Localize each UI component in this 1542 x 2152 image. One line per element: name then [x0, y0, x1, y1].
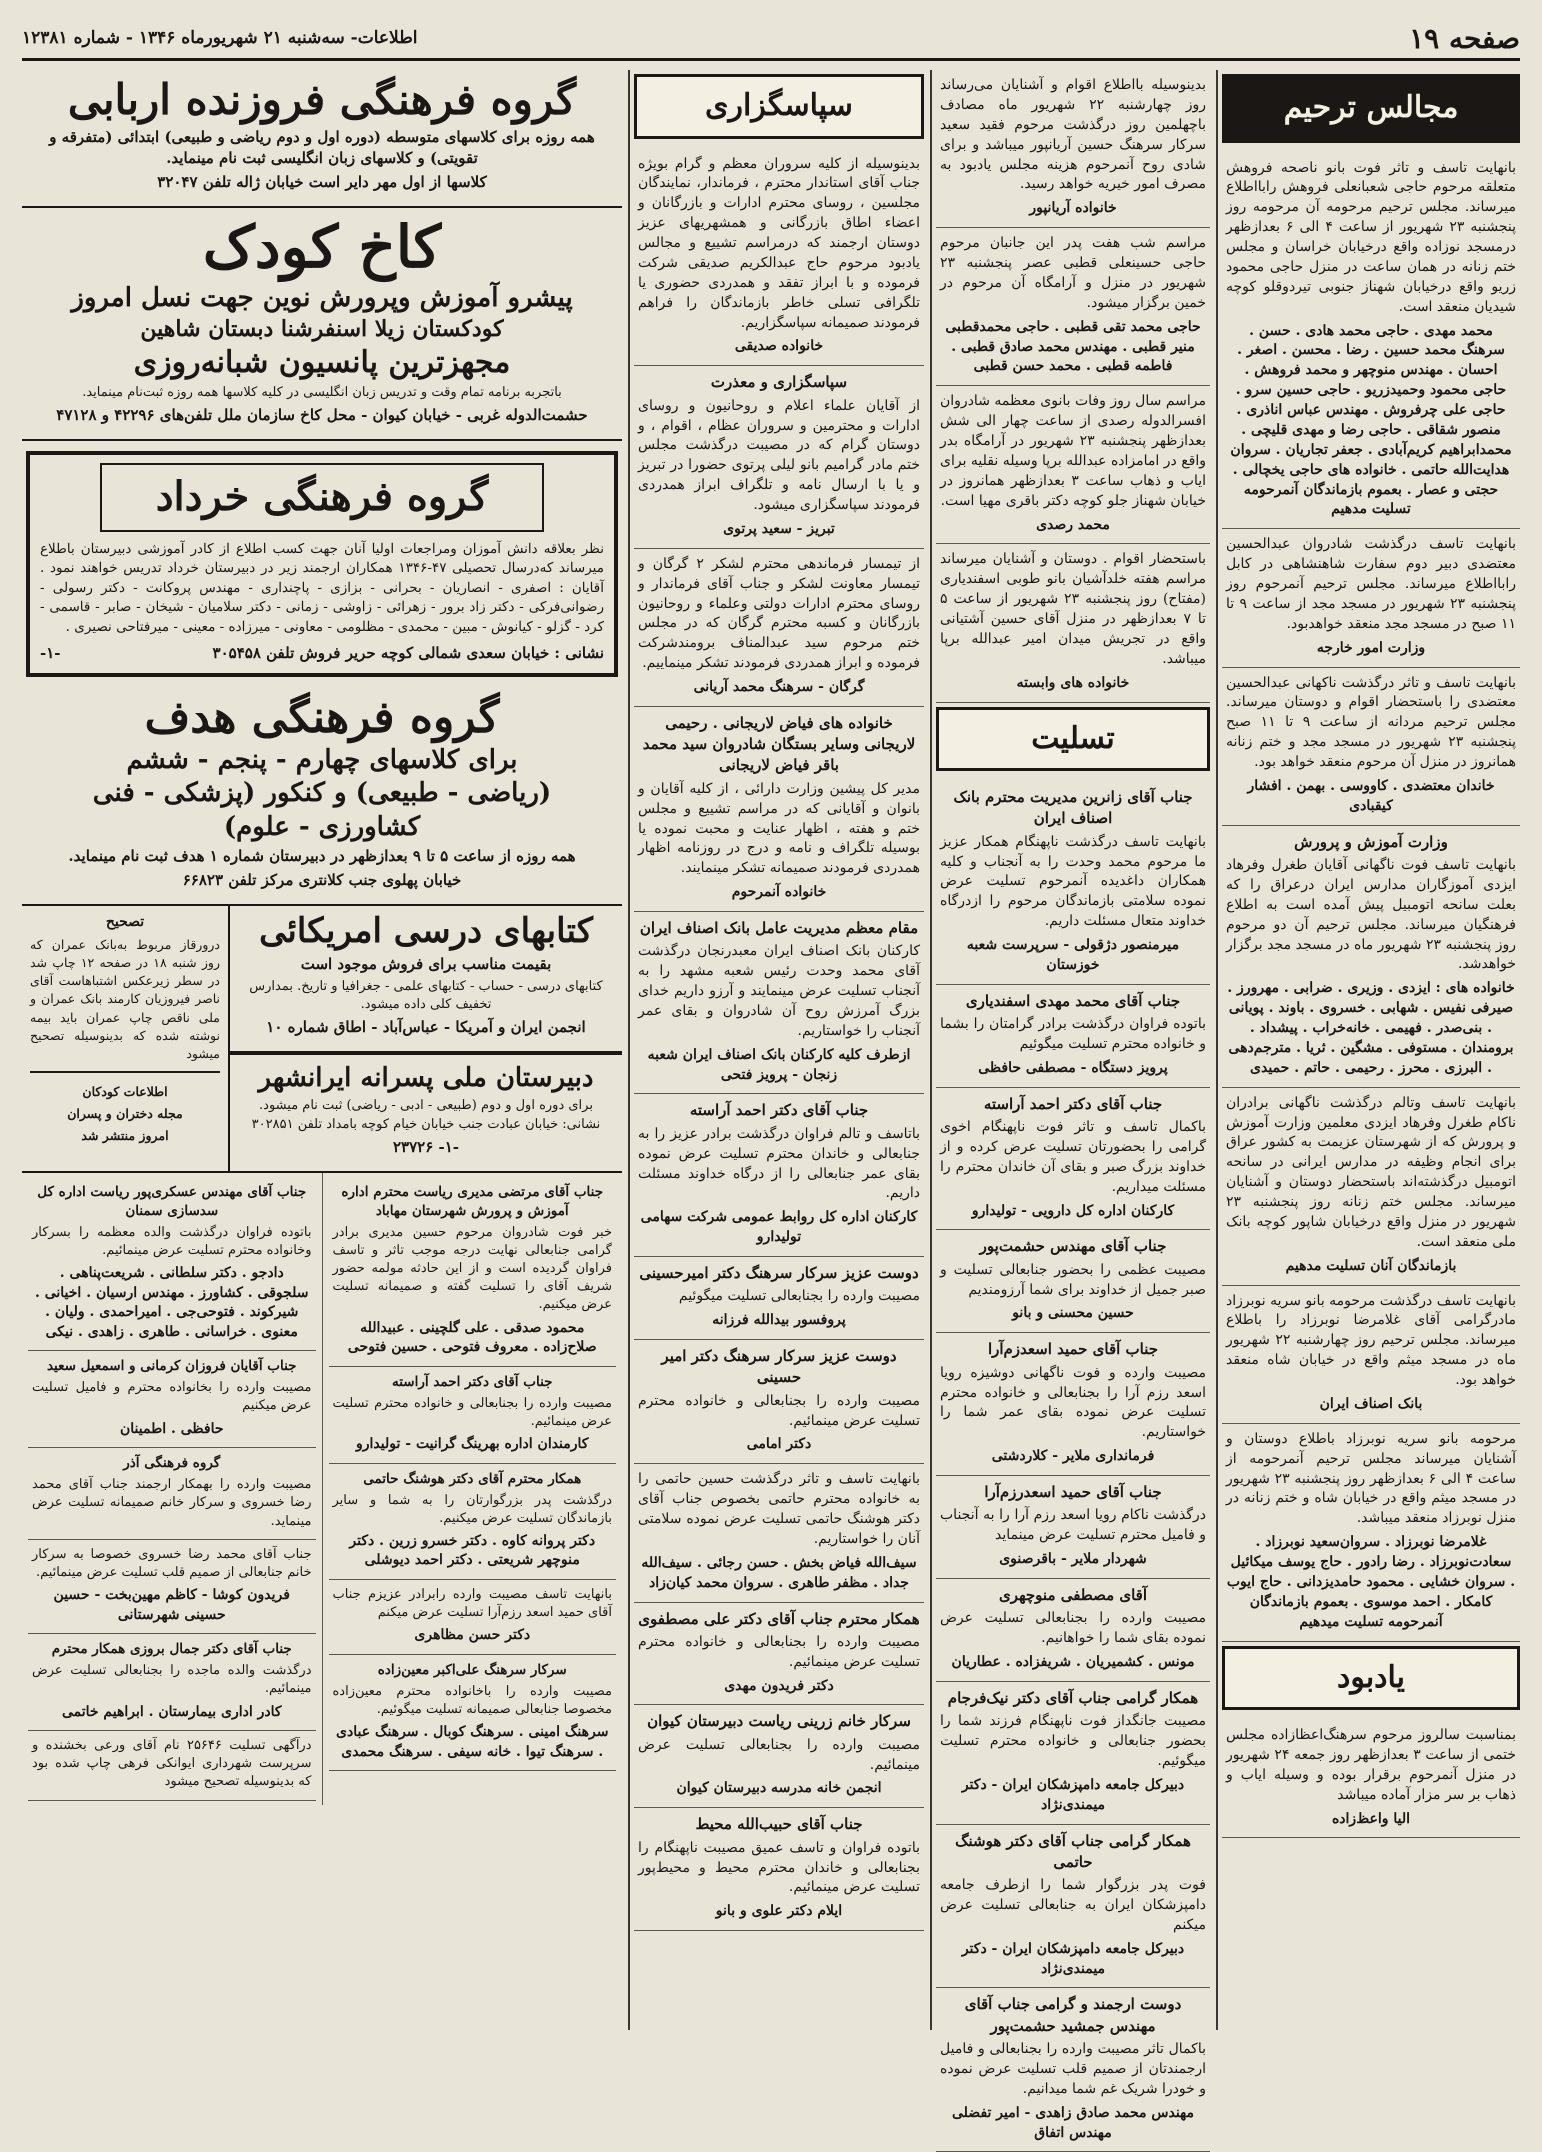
notice-signature: خانواده های وابسته — [1016, 674, 1130, 691]
notice-body: خبر فوت شادروان مرحوم حسین مدیری برادر گرامی جنابعالی نهایت درجه موجب تاثر و تاسف فراوان گردیده است و از این حادثه مولمه حضور شریف آقای را تسلیت گفته و صمیمانه تسلیت عرض میکنیم. — [332, 1224, 612, 1313]
notice-title: خانواده های فیاض لاریجانی . رحیمی لاریجانی وسایر بستگان شادروان سید محمد باقر فیاض لاریجانی — [642, 713, 916, 775]
notice — [329, 1177, 617, 1367]
notice — [634, 707, 924, 912]
ad-schools: کودکستان زیلا اسنفرشنا دبستان شاهین — [140, 316, 504, 343]
notice — [634, 1603, 924, 1706]
notice-title: سرکار خانم زرینی ریاست دبیرستان کیوان — [647, 1712, 911, 1731]
ad-line: خیابان پهلوی جنب کلانتری مرکز تلفن ۶۶۸۲۳ — [182, 870, 462, 889]
notice-signature: محمود صدقی . علی گلچینی . عبیدالله صلاح‌زاده . معروف فتوحی . حسین فتوحی — [347, 1319, 597, 1356]
notice — [634, 1094, 924, 1257]
notice-signature: غلامرضا نوبرزاد . سروان‌سعید نوبرزاد . سعادت‌نوبرزاد . رضا رادور . حاج یوسف میکائیل . سروان خشایی . محمود حامدیزدانی . حاج ایوب کامکار . احمد موسوی . بعموم بازماندگان آنمرحومه تسلیت میدهیم — [1226, 1534, 1516, 1630]
column-sepasgozari — [634, 70, 924, 2030]
ad-title: کاخ کودک — [202, 213, 442, 282]
notice-body: باتوده فراوان درگذشت والده معظمه را بسرکار وخانواده محترم تسلیت عرض مینمائیم. — [32, 1224, 312, 1258]
notice — [28, 1177, 316, 1352]
notice — [936, 1579, 1210, 1682]
notice-title: وزارت آموزش و پرورش — [1294, 832, 1448, 851]
notice-body: مصیبت وارده را بجنابعالی تسلیت عرض نموده بقای شما را خواهانیم. — [940, 1610, 1206, 1647]
notice — [936, 1476, 1210, 1579]
notice — [936, 228, 1210, 386]
notice-body: مصیبت وارده را بجنابعالی و خانواده محترم تسلیت عرض مینمائیم. — [332, 1395, 612, 1429]
notice-signature: فریدون کوشا - کاظم مهین‌بخت - حسین حسینی شهرستانی — [53, 1587, 290, 1623]
magazine-ad — [30, 1071, 220, 1145]
notice-signature: دبیرکل جامعه دامپزشکان ایران - دکتر میمندی‌نژاد — [961, 1940, 1185, 1977]
notice — [936, 781, 1210, 985]
column-divider — [1216, 70, 1218, 2030]
notice — [28, 1634, 316, 1731]
ad-iranshahr — [230, 1053, 622, 1171]
column-middle-1 — [936, 70, 1210, 2141]
notice-signature: حاجی محمد تقی قطبی . حاجی محمدقطبی منیر قطبی . مهندس محمد صادق قطبی . فاطمه قطبی . محمد حسن قطبی — [945, 318, 1201, 375]
notice-body: بمناسبت سالروز مرحوم سرهنگ‌اعظازاده مجلس ختمی از ساعت ۳ بعدازظهر روز جمعه ۲۴ شهریور در منزل آنمرحوم برقرار بوده و وسیله ایاب و ذهاب بر سر مزار آماده میباشد — [1226, 1727, 1516, 1803]
notice-body: بانهایت تاسف فوت ناگهانی آقایان طغرل وفرهاد ایزدی آموزگاران مدارس ایران درعراق را که بعلت سانحه اتومبیل پیش آمده است به اطلاع فرهنگیان میرساند. مجلس ترحیم آن دو مرحوم روز پنجشنبه ۲۳ شهریور ماه در مسجد مجد برگزار خواهدشد. — [1226, 857, 1516, 973]
notice-signature: انجمن خانه مدرسه دبیرستان کیوان — [676, 1780, 882, 1797]
notice — [936, 1333, 1210, 1476]
section-banner-sepas: سپاسگزاری — [634, 74, 924, 139]
column-divider — [628, 70, 630, 2030]
notice — [936, 1682, 1210, 1825]
notice — [634, 912, 924, 1094]
notice-body: مصیبت وارده را بهمکار ارجمند جناب آقای محمد رضا خسروی و سرکار خانم صمیمانه تسلیت عرض مینماید. — [32, 1477, 312, 1529]
notice-signature: کارکنان اداره کل دارویی - تولیدارو — [971, 1202, 1175, 1219]
notice-body: بانهایت تاسف وتالم درگذشت ناگهانی برادران ناکام طغرل وفرهاد ایزدی معلمین وزارت آموزش و پرورش که از شهرستان عزیمت به کشور عراق برای انجام وظیفه در مدارس ایرانی در سانحه اتومبیل درگذشته‌اند باستحضار دوستان و آشنایان میرساند. مجلس ختم زنانه روز پنجشنبه ۲۳ شهریور در منزل واقع درخیابان شاپور کوچه بانک ملی منعقد است. — [1226, 1094, 1516, 1250]
ad-title: گروه فرهنگی خرداد — [100, 463, 544, 532]
notice-signature: خاندان معتضدی . کاووسی . بهمن . افشار کیقبادی — [1247, 777, 1495, 814]
ad-line: حشمت‌الدوله غربی - خیابان کیوان - محل کاخ سازمان ملل تلفن‌های ۴۲۲۹۶ و ۴۷۱۲۸ — [56, 405, 588, 424]
notice-title: جناب آقای حمید اسعدزم‌آرا — [987, 1340, 1159, 1359]
notice-signature: محمد مهدی . حاجی محمد هادی . حسن . سرهنگ محمد حسین . رضا . محسن . اصغر . احسان . مهندس منوچهر و محمد فروهش . حاجی محمود وحمیدزریو . حاجی حسین سرو . حاجی علی چرفروش . مهندس عباس اناذری . منصور شقاقی . حاجی رضا و مهدی قلیچی . محمدابراهیم کریم‌آبادی . جعفر تجاریان . سروان هدایت‌الله حاتمی . خانواده های حاجی یخچالی . حجتی و عصار . بعموم بازماندگان آنمرحومه تسلیت مدهیم — [1230, 322, 1512, 518]
notice-signature: خانواده های : ایزدی . وزیری . ضرابی . مهرورز . صیرفی نفیس . شهابی . خسروی . باوند . پویانی . بنی‌صدر . فهیمی . خانه‌خراب . پیشداد . برومندان . مستوفی . مشگین . ثریا . مترجم‌دهی . البرزی . محرز . رحیمی . حاتم . حمیدی — [1227, 980, 1515, 1076]
notice-body: جناب آقای محمد رضا خسروی خصوصا به سرکار خانم جنابعالی از صمیم قلب تسلیت عرض مینمائیم. — [32, 1546, 312, 1580]
notice-signature: میرمنصور دژقولی - سرپرست شعبه خوزستان — [966, 937, 1180, 973]
ad-forouzandeh — [22, 70, 622, 208]
notice-signature: شهردار ملایر - باقرصنوی — [999, 1551, 1147, 1568]
magazine-title: اطلاعات کودکان — [82, 1083, 168, 1099]
notice — [936, 1825, 1210, 1989]
ad-line: برای کلاسهای چهارم - پنجم - ششم — [126, 745, 518, 776]
ad-subtitle: پیشرو آموزش وپرورش نوین جهت نسل امروز — [71, 282, 573, 313]
notice-signature: وزارت امور خارجه — [1316, 639, 1426, 656]
notice — [634, 366, 924, 548]
notice-body: فوت پدر بزرگوار شما را ازطرف جامعه دامپزشکان ایران به جنابعالی تسلیت عرض میکنم — [940, 1877, 1206, 1933]
correction-body: درورقاز مربوط به‌بانک عمران که روز شنبه ۱۸ در صفحه ۱۲ چاپ شد در سطر زیرعکس اشتباهاست آقای ناصر فیروزیان کارمند بانک عمران و ملی ناقص چاپ عمران باید بیمه نوشته شده که بدینوسیله تصحیح میشود — [30, 937, 220, 1061]
notice-signature: دبیرکل جامعه دامپزشکان ایران - دکتر میمندی‌نژاد — [961, 1776, 1185, 1813]
column-divider — [930, 70, 932, 2030]
ad-title: کتابهای درسی امریکائی — [259, 910, 593, 951]
notice-signature: کارمندان اداره بهرینگ گرانیت - تولیدارو — [356, 1436, 589, 1453]
ads-row — [22, 906, 622, 1173]
notice — [936, 386, 1210, 544]
notice-body: بدینوسیله از کلیه سروران معظم و گرام بویژه جناب آقای استاندار محترم ، فرماندار، نمایندگان مجلسین ، روسای محترم ادارات و بازرگانان و اعضاء اطاق بازرگانی و همشهریهای عزیز دوستان ارجمند که درمراسم تشییع و مجالس یادبود مرحوم حاج عبدالکریم صدیقی شرکت فرموده و با ابراز تفقد و همدردی حضوری یا تلگرافی تسلی خاطر بازماندگان را فراهم فرمودند صمیمانه سپاسگزاریم. — [638, 155, 920, 331]
notice-title: همکار گرامی جناب آقای دکتر نیک‌فرجام — [947, 1688, 1199, 1707]
notice-body: بانهایت تاسف و تاثر درگذشت حسین حاتمی را به خانواده محترم حاتمی بخصوص جناب آقای دکتر هوشنگ حاتمی تسلیت عرض نموده سلامتی آنان را خواستاریم. — [638, 1471, 920, 1547]
dateline: اطلاعات- سه‌شنبه ۲۱ شهریورماه ۱۳۴۶ - شماره ۱۲۳۸۱ — [22, 28, 418, 48]
ad-headline: مجهزترین پانسیون شبانه‌روزی — [133, 344, 511, 380]
ad-line: انجمن ایران و آمریکا - عباس‌آباد - اطاق شماره ۱۰ — [266, 1018, 586, 1037]
notice-title: آقای مصطفی منوچهری — [998, 1585, 1148, 1604]
ad-line: بقیمت مناسب برای فروش موجود است — [300, 954, 552, 973]
notice-signature: خانواده آنمرحوم — [731, 884, 827, 901]
notice-title: جناب آقای دکتر جمال بروزی همکار محترم — [51, 1641, 292, 1658]
notice — [329, 1464, 617, 1580]
column-tarhim — [1222, 70, 1520, 2030]
notice-signature: مهندس محمد صادق زاهدی - امیر تفضلی مهندس اتفاق — [952, 2104, 1194, 2141]
ad-line: کلاسها از اول مهر دایر است خیابان ژاله تلفن ۳۲۰۴۷ — [157, 173, 487, 192]
notice-signature: سرهنگ امینی . سرهنگ کوبال . سرهنگ عبادی . سرهنگ تیوا . خانه سیفی . سرهنگ محمدی — [336, 1724, 609, 1760]
notice — [28, 1448, 316, 1539]
notice-body: درگذشت والده ماجده را بجنابعالی تسلیت عرض مینمائیم. — [32, 1663, 312, 1697]
notice-body: بانهایت تاسف درگذشت ناپهنگام همکار عزیز ما مرحوم محمد وحدت را به آنجناب و کلیه همکاران داغدیده آنمرحوم تسلیت عرض نموده سلامتی بازماندگان مرحوم را ازدرگاه خداوند متعال مسئلت داریم. — [940, 833, 1206, 930]
notice-signature: خانواده آریانپور — [1029, 200, 1117, 217]
section-banner-yadbud: یادبود — [1222, 1646, 1520, 1711]
notice — [1222, 1424, 1520, 1642]
ad-title: گروه فرهنگی هدف — [144, 691, 500, 743]
notice-body: مصیبت وارده را بجنابعالی و خانواده محترم تسلیت عرض مینمائیم. — [638, 1392, 920, 1429]
notice-signature: ازطرف کلیه کارکنان بانک اصناف ایران شعبه زنجان - پرویز فتحی — [647, 1046, 911, 1083]
notice-body: بدینوسیله بااطلاع اقوام و آشنایان می‌رساند روز چهارشنبه ۲۲ شهریور ماه مصادف باچهلمین روز درگذشت مرحوم فقید سعید سرکار سرهنگ حسین آریانپور میباشد و برای شادی روح آنمرحوم هزینه مجلس یادبود به مصرف امور خیریه خواهد رسید. — [940, 77, 1206, 193]
notice — [329, 1367, 617, 1464]
notice-signature: پرویز دستگاه - مصطفی حافظی — [978, 1059, 1168, 1076]
notice-title: جناب آقای حمید اسعدرزم‌آرا — [984, 1483, 1162, 1501]
condolence-subcolumn — [22, 1173, 322, 1805]
notice-signature: دادجو . دکتر سلطانی . شریعت‌پناهی . سلجوقی . کشاورز . مهندس ارسیان . اخیانی . شیرکوند . فتوحی‌جی . امیراحمدی . ولیان . معنوی . خراسانی . طاهری . زاهدی . نیکی — [34, 1265, 309, 1340]
notice — [634, 1464, 924, 1602]
notice — [1222, 1088, 1520, 1286]
notice-body: مراسم شب هفت پدر این جانبان مرحوم حاجی حسینعلی قطبی عصر پنجشنبه ۲۳ شهریور در منزل و آرامگاه آن مرحوم در خمین برگزار میشود. — [940, 235, 1206, 311]
notice-body: درگذشت ناکام رویا اسعد رزم آرا را به آنجناب و فامیل محترم تسلیت عرض مینماید — [940, 1507, 1206, 1544]
notice-signature: تبریز - سعید پرتوی — [723, 520, 835, 537]
notice — [1222, 668, 1520, 826]
notice — [329, 1655, 617, 1771]
notice-body: بانهایت تاسف و تاثر درگذشت ناکهانی عبدالحسین معتضدی را باستحضار اقوام و دوستان میرساند. مجلس ترحیم مردانه از ساعت ۹ تا ۱۱ صبح پنجشنبه ۲۳ شهریور در مسجد مجد و ختم زنانه همانروز در منزل آن مرحوم منعقد خواهد بود. — [1226, 674, 1516, 771]
notice — [1222, 826, 1520, 1088]
notice-title: همکار محترم آقای دکتر هوشنگ حاتمی — [363, 1470, 582, 1487]
notice — [1222, 153, 1520, 530]
notice-title: مقام معظم مدیریت عامل بانک اصناف ایران — [639, 919, 919, 938]
notice-title: دوست ارجمند و گرامی جناب آقای مهندس جمشید حشمت‌پور — [964, 1995, 1182, 2035]
notice-title: جناب آقای حبیب‌الله محیط — [695, 1815, 863, 1834]
ad-title: دبیرستان ملی پسرانه ایرانشهر — [258, 1063, 594, 1094]
notice-body: درآگهی تسلیت ۲۵۶۴۶ نام آقای ورعی بخشنده و سرپرست شهرداری ایوانکی فرهی چاپ شده بود که بدینوسیله تصحیح میشود — [32, 1738, 312, 1790]
notice — [634, 1257, 924, 1340]
notice-title: دوست عزیز سرکار سرهنگ دکتر امیرحسینی — [639, 1264, 919, 1282]
page-number: صفحه ۱۹ — [1409, 21, 1520, 55]
notice — [329, 1580, 617, 1655]
notice-body: باستحضار اقوام . دوستان و آشنایان میرساند مراسم هفته خلدآشیان بانو طوبی اسفندیاری (مفتاح) روز پنجشنبه ۲۳ شهریور از ساعت ۵ تا ۷ بعدازظهر در منزل آقای حسین آشتیانی واقع در تجریش میدان امیر عبدالله برپا میباشد. — [940, 551, 1206, 667]
ad-line: (ریاضی - طبیعی) و کنکور (پزشکی - فنی — [92, 778, 552, 809]
notice-title: سپاسگزاری و معذرت — [710, 373, 848, 392]
notice-body: مدیر کل پیشین وزارت دارائی ، از کلیه آقایان و بانوان و آقایانی که در مراسم تشییع و مجلس ختم و هفته ، اظهار عنایت و محبت نموده یا بوسیله تلگراف و نامه و درج در روزنامه اظهار همدردی فرمودند صمیمانه تشکر مینمایند. — [638, 780, 920, 877]
notice-title: جناب آقای دکتر احمد آراسته — [689, 1101, 869, 1120]
notice — [1222, 1286, 1520, 1424]
notice — [634, 1705, 924, 1808]
notice-signature: خانواده صدیقی — [734, 338, 824, 355]
notice-title: گروه فرهنگی آذر — [123, 1455, 221, 1472]
notice-body: مصیبت عظمی را بحضور جنابعالی تسلیت و صبر جمیل از خداوند برای شما آرزومندیم — [940, 1261, 1206, 1298]
notice-body: بانهایت تاسف و تاثر فوت بانو ناصحه فروهش متعلقه مرحوم حاجی شعبانعلی فروهش رابااطلاع میرساند. مجلس ترحیم مرحومه آن مرحومه روز پنجشنبه ۲۳ شهریور از ساعت ۴ الی ۶ بعدازظهر درمسجد نوزاده واقع درخیابان خراسان و مجلس ختم زنانه در همان ساعت در منزل حاجی محمود زریو واقع درخیابان شهناز جنوبی تیردوقلو کوچه شیدیان منعقد است. — [1226, 159, 1516, 315]
ad-title: گروه فرهنگی فروزنده اربابی — [67, 75, 577, 124]
ad-line: باتجربه برنامه تمام وقت و تدریس زبان انگلیسی در کلیه کلاسها همه روزه ثبت‌نام مینماید. — [82, 384, 562, 400]
notice-body: باتاسف و تالم فراوان درگذشت برادر عزیز را به جنابعالی و خاندان محترم تسلیت عرض نموده بقای عمر جنابعالی را از درگاه خداوند مسئلت داریم. — [638, 1125, 920, 1202]
notice — [936, 1230, 1210, 1333]
notice-body: مصیبت وارده و فوت ناگهانی دوشیزه رویا اسعد رزم آرا را بجنابعالی و خانواده محترم تسلیت عرض نموده بقای عمر شما را خواستاریم. — [940, 1364, 1206, 1441]
notice-body: مصیبت جانگداز فوت ناپهنگام فرزند شما را بحضور جنابعالی و خانواده محترم تسلیت میگوئیم. — [940, 1713, 1206, 1769]
ad-code: -۱- ۲۳۷۲۶ — [392, 1137, 460, 1156]
notice-title: جناب آقای محمد مهدی اسفندیاری — [965, 991, 1181, 1010]
correction-title: تصحیح — [105, 913, 145, 930]
notice-signature: مونس . کشمیریان . شریفزاده . عطاریان — [951, 1653, 1195, 1670]
notice-body: مصیبت وارده را بجنابعالی تسلیت میگوئیم — [678, 1288, 920, 1305]
notice-signature: دکتر فریدون مهدی — [724, 1677, 834, 1694]
notice — [936, 544, 1210, 702]
section-banner-tarhim: مجالس ترحیم — [1222, 74, 1520, 143]
notice-yadbud — [1222, 1720, 1520, 1838]
notice-signature: بازماندگان آنان تسلیت مدهیم — [1285, 1257, 1457, 1274]
magazine-line: مجله دختران و پسران — [67, 1106, 183, 1122]
notice — [936, 1088, 1210, 1231]
notice-signature: محمد رصدی — [1036, 516, 1110, 533]
notice-signature: بانک اصناف ایران — [1319, 1395, 1423, 1412]
ad-body: نظر بعلاقه دانش آموزان ومراجعات اولیا آنان جهت کسب اطلاع از کادر آموزشی دبیرستان باطلاع میرساند که‌درسال تحصیلی ۴۷-۱۳۴۶ همکاران ارجمند زیر در دبیرستان خرداد تدریس خواهند نمود . آقایان : اصفری - انصاریان - بحرانی - بزازی - پاچنداری - مهندس پروکانت - دکتر رسولی - رضوانی‌فرکی - دکتر زاد برور - زهرائی - زاوشی - زمانی - دکتر سلامیان - شیخان - صابر - قاسمی - کرد - گزلو - کیانوش - مبین - محمدی - مظلومی - معاونی - میرزاده - معینی - میرفتاحی نصیری . — [40, 540, 604, 635]
ad-line: کشاورزی - علوم) — [223, 811, 421, 842]
ad-line: همه روزه از ساعت ۵ تا ۹ بعدازظهر در دبیرستان شماره ۱ هدف ثبت نام مینماید. — [68, 846, 576, 865]
ads-condolences — [22, 1173, 622, 1805]
magazine-line: امروز منتشر شد — [81, 1128, 169, 1144]
notice-title: جناب آقای زانرین مدیریت محترم بانک اصناف ایران — [953, 788, 1193, 828]
notice — [936, 985, 1210, 1088]
notice-signature: الیا واعظ‌زاده — [1331, 1810, 1411, 1827]
notice — [936, 70, 1210, 228]
notice-body: مصیبت وارده را بجنابعالی و خانواده محترم تسلیت عرض مینمائیم. — [638, 1633, 920, 1670]
notice — [28, 1351, 316, 1448]
notice-signature: پروفسور بیدالله فرزانه — [712, 1312, 846, 1329]
notice-body: مصیبت وارده را باخانواده محترم معین‌زاده مخصوصا جنابعالی صمیمانه تسلیت میگوئیم. — [332, 1683, 612, 1718]
notice-body: مرحومه بانو سریه نوبرزاد باطلاع دوستان و آشنایان میرساند مجلس ترحیم آنمرحومه از ساعت ۴ الی ۶ بعدازظهر روز پنجشنبه ۲۳ شهریور در مسجد میثم واقع در خیابان شاه و ختم زنانه در منزل نوبرزاد منعقد میباشد. — [1226, 1430, 1517, 1527]
notice-body: مصیبت وارده را بجنابعالی تسلیت عرض مینمائیم. — [638, 1736, 920, 1773]
notice-title: همکار محترم جناب آقای دکتر علی مصطفوی — [638, 1609, 920, 1628]
notice — [634, 149, 924, 367]
notice-signature: دکتر پروانه کاوه . دکتر خسرو زرین . دکتر منوچهر شریعتی . دکتر احمد دیوشلی — [349, 1532, 596, 1569]
notice — [28, 1731, 316, 1801]
notice — [634, 549, 924, 707]
ad-line: کتابهای درسی - حساب - کتابهای علمی - جغرافیا و تاریخ. بمدارس تخفیف کلی داده میشود. — [249, 978, 603, 1013]
ad-footer: نشانی : خیابان سعدی شمالی کوچه حریر فروش تلفن ۳۰۵۴۵۸ -۱- — [40, 644, 604, 663]
notice-title: جناب آقای دکتر احمد آراسته — [983, 1094, 1163, 1113]
notice-title: جناب آقای مرتضی مدیری ریاست محترم اداره آموزش و پرورش شهرستان مهاباد — [341, 1183, 604, 1219]
notice-signature: حافظی . اطمینان — [119, 1420, 224, 1437]
notice-title: جناب آقای مهندس حشمت‌پور — [979, 1237, 1167, 1256]
notice-signature: فرمانداری ملایر - کلاردشتی — [991, 1448, 1155, 1465]
notice — [1222, 529, 1520, 667]
notice-signature: حسین محسنی و بانو — [1012, 1305, 1134, 1322]
notice-body: مراسم سال روز وفات بانوی معظمه شادروان افسرالدوله رصدی از ساعت چهار الی شش بعدازظهر پنجشنبه ۲۳ شهریور در آرامگاه بدر واقع در امامزاده عبدالله برپا وسیله نقلیه برای ایاب و ذهاب ساعت ۳ بعدازظهر همانروز در خیابان شهناز جلو کوچه دکتر باقری مهیا است. — [940, 393, 1207, 509]
notice-title: همکار گرامی جناب آقای دکتر هوشنگ حاتمی — [955, 1831, 1191, 1871]
notice-title: سرکار سرهنگ علی‌اکبر معین‌زاده — [377, 1662, 567, 1679]
condolence-subcolumn — [322, 1173, 623, 1805]
ad-line: برای دوره اول و دوم (طبیعی - ادبی - ریاضی) ثبت نام میشود. نشانی: خیابان عبادت جنب خیابان خیام کوچه بامداد تلفن ۳۰۲۸۵۱ — [251, 1098, 601, 1132]
notice-body: بانهایت تاسف درگذشت شادروان عبدالحسین معتضدی دبیر دوم سفارت شاهنشاهی در کابل رابااطلاع میرساند. مجلس ترحیم آنمرحوم روز پنجشنبه ۲۳ شهریور در مسجد مجد از ساعت ۹ تا ۱۱ صبح در مسجد مجد منعقد خواهدبود. — [1226, 536, 1516, 632]
notice-body: بانهایت تاسف درگذشت مرحومه بانو سریه نوبرزاد مادرگرامی آقای غلامرضا نوبرزاد را باطلاع میرساند. مجلس ترحیم روز چهارشنبه ۲۲ شهریور ماه در مسجد میثم واقع در خیابان شاه منعقد خواهد بود. — [1226, 1292, 1516, 1389]
notice — [936, 1988, 1210, 2152]
notice-body: از آقایان علماء اعلام و روحانیون و روسای ادارات و محترمین و سروران عظام ، اقوام ، و دوستان گرام که در مصیبت درگذشت مجلس ختم مادر گرامیم بانو لیلی پرتوی حضورا در تبریز و یا با ارسال نامه و تلگراف ابراز همدردی فرمودند سپاسگزاری میشود. — [638, 397, 920, 514]
notice-signature: سیف‌الله فیاض بخش . حسن رجائی . سیف‌الله جداد . مظفر طاهری . سروان محمد کیان‌زاد — [641, 1554, 917, 1591]
notice-title: جناب آقای مهندس عسکری‌پور ریاست اداره کل سدسازی سمنان — [37, 1183, 307, 1219]
notice — [634, 1808, 924, 1931]
side-box — [22, 906, 230, 1171]
notice-signature: دکتر امامی — [746, 1436, 812, 1453]
notice — [634, 1340, 924, 1464]
ad-line: همه روزه برای کلاسهای متوسطه (دوره اول و دوم ریاضی و طبیعی) ابتدائی (متفرقه و تقویتی) و کلاسهای زبان انگلیسی ثبت نام مینماید. — [49, 128, 595, 168]
notice-signature: کادر اداری بیمارستان . ابراهیم خاتمی — [61, 1703, 282, 1720]
notice-body: بانهایت تاسف مصیبت وارده رابرادر عزیزم جناب آقای حمید اسعد رزم‌آرا تسلیت عرض میکنم — [332, 1587, 612, 1621]
ad-american-books — [230, 906, 622, 1053]
masthead — [22, 18, 1520, 61]
ad-kakh-koodak — [22, 208, 622, 440]
notice-title: جناب آقایان فروزان کرمانی و اسمعیل سعید — [46, 1358, 297, 1375]
notice-signature: گرگان - سرهنگ محمد آریانی — [693, 679, 865, 696]
notice-body: مصیبت وارده را بخانواده محترم و فامیل تسلیت عرض میکنیم — [32, 1380, 312, 1414]
notice-signature: ایلام دکتر علوی و بانو — [715, 1903, 843, 1920]
column-ads — [22, 70, 622, 2030]
notice-body: باکمال تاثر مصیبت وارده را بجنابعالی و فامیل ارجمندتان از صمیم قلب تسلیت عرض نموده و خودرا شریک غم شما میدانیم. — [940, 2041, 1206, 2097]
notice-title: دوست عزیز سرکار سرهنگ دکتر امیر حسینی — [661, 1347, 897, 1387]
notice-body: باتوده فراوان درگذشت برادر گرامتان را بشما و خانواده محترم تسلیت میگوئیم — [940, 1016, 1206, 1052]
section-banner-tasliyat: تسلیت — [936, 707, 1210, 772]
notice-signature: دکتر حسن مظاهری — [414, 1627, 531, 1644]
notice-body: از تیمسار فرماندهی محترم لشکر ۲ گرگان و تیمسار معاونت لشکر و جناب آقای فرماندار و روسای محترم ادارات دولتی وعلماء و روحانیون بازرگانان و کسبه محترم گرگان که در مجلس ختم مرحوم سید عبدالمناف برومندشرکت فرموده و ابراز همدردی فرمودند تشکر مینماییم. — [638, 555, 920, 672]
ad-hadaf — [22, 687, 622, 906]
notice-title: جناب آقای دکتر احمد آراسته — [391, 1373, 553, 1390]
notice — [28, 1540, 316, 1635]
notice-body: باتوده فراوان و تاسف عمیق مصیبت ناپهنگام را بجنابعالی و خاندان محترم محیط و محیط‌پور تسلیت عرض مینمائیم. — [638, 1839, 920, 1896]
notice-body: درگذشت پدر بزرگوارتان را به شما و سایر بازماندگان تسلیت عرض میکنیم. — [332, 1492, 612, 1526]
notice-signature: کارکنان اداره کل روابط عمومی شرکت سهامی تولیدارو — [640, 1209, 918, 1246]
notice-body: باکمال تاسف و تاثر فوت ناپهنگام اخوی گرامی را بحضورتان تسلیت عرض کرده و از خداوند بزرگ صبر و بقای آن خاندان محترم را مسئلت میداریم. — [940, 1119, 1206, 1195]
notice-body: کارکنان بانک اصناف ایران معبدرنجان درگذشت آقای محمد وحدت رئیس شعبه مشهد را به آنجناب تسلیت عرض مینمایند و آرزو داریم خدای بزرگ آمرزش روح آن شادروان و بقای عمر آنجناب را خواستاریم. — [638, 943, 920, 1039]
ad-khordad — [26, 451, 618, 677]
